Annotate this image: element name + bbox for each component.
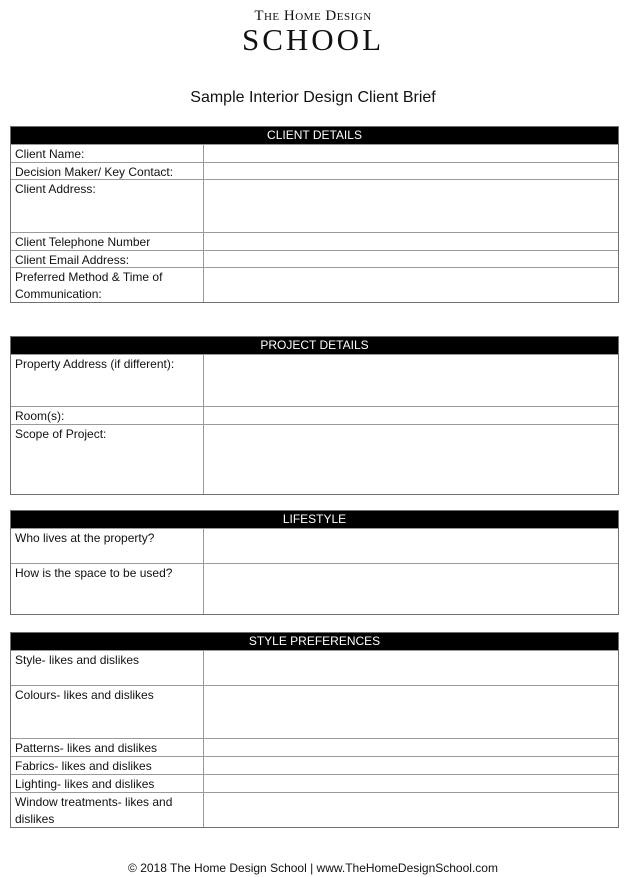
form-row-client-name <box>11 144 618 162</box>
patterns-field[interactable] <box>204 739 618 756</box>
field-label: Room(s): <box>11 407 204 424</box>
field-label: Property Address (if different): <box>11 355 204 406</box>
client-name-field[interactable] <box>204 145 618 162</box>
colours-field[interactable] <box>204 686 618 738</box>
space-use-field[interactable] <box>204 564 618 614</box>
window-treatments-field[interactable] <box>204 793 618 827</box>
form-row-fabrics <box>11 756 618 774</box>
style-field[interactable] <box>204 651 618 685</box>
form-row-colours <box>11 685 618 738</box>
logo-bottom-text: SCHOOL <box>241 22 384 57</box>
form-row-lighting <box>11 774 618 792</box>
field-label: Client Name: <box>11 145 204 162</box>
brand-logo <box>0 8 626 55</box>
who-lives-field[interactable] <box>204 529 618 563</box>
field-label: Client Email Address: <box>11 251 204 267</box>
logo-top-text: The Home Design <box>254 8 372 24</box>
section-header: LIFESTYLE <box>11 511 618 528</box>
form-row-window-treatments <box>11 792 618 827</box>
form-row-client-email <box>11 250 618 267</box>
form-row-client-telephone <box>11 232 618 250</box>
section-header: STYLE PREFERENCES <box>11 633 618 650</box>
form-row-patterns <box>11 738 618 756</box>
page-footer: © 2018 The Home Design School | www.TheHomeDesignSchool.com <box>128 861 498 875</box>
field-label: Lighting- likes and dislikes <box>11 775 204 792</box>
form-row-communication <box>11 267 618 302</box>
field-label: Fabrics- likes and dislikes <box>11 757 204 774</box>
rooms-field[interactable] <box>204 407 618 424</box>
section-header: CLIENT DETAILS <box>11 127 618 144</box>
field-label: Scope of Project: <box>11 425 204 494</box>
client-telephone-field[interactable] <box>204 233 618 250</box>
style-preferences-section <box>10 632 619 828</box>
client-email-field[interactable] <box>204 251 618 267</box>
field-label: How is the space to be used? <box>11 564 204 614</box>
form-row-rooms <box>11 406 618 424</box>
field-label: Patterns- likes and dislikes <box>11 739 204 756</box>
document-title: Sample Interior Design Client Brief <box>190 89 436 106</box>
field-label: Client Address: <box>11 180 204 232</box>
project-details-section <box>10 336 619 495</box>
form-row-property-address <box>11 354 618 406</box>
form-row-scope <box>11 424 618 494</box>
field-label: Client Telephone Number <box>11 233 204 250</box>
decision-maker-field[interactable] <box>204 163 618 179</box>
field-label: Colours- likes and dislikes <box>11 686 204 738</box>
section-header: PROJECT DETAILS <box>11 337 618 354</box>
lifestyle-section <box>10 510 619 615</box>
lighting-field[interactable] <box>204 775 618 792</box>
field-label: Style- likes and dislikes <box>11 651 204 685</box>
property-address-field[interactable] <box>204 355 618 406</box>
form-row-who-lives <box>11 528 618 563</box>
form-row-space-use <box>11 563 618 614</box>
field-label: Window treatments- likes and dislikes <box>11 793 204 827</box>
scope-field[interactable] <box>204 425 618 494</box>
form-row-style <box>11 650 618 685</box>
client-address-field[interactable] <box>204 180 618 232</box>
field-label: Decision Maker/ Key Contact: <box>11 163 204 179</box>
field-label: Who lives at the property? <box>11 529 204 563</box>
form-row-client-address <box>11 179 618 232</box>
field-label: Preferred Method & Time of Communication: <box>11 268 204 302</box>
form-row-decision-maker <box>11 162 618 179</box>
communication-field[interactable] <box>204 268 618 302</box>
fabrics-field[interactable] <box>204 757 618 774</box>
client-details-section <box>10 126 619 303</box>
